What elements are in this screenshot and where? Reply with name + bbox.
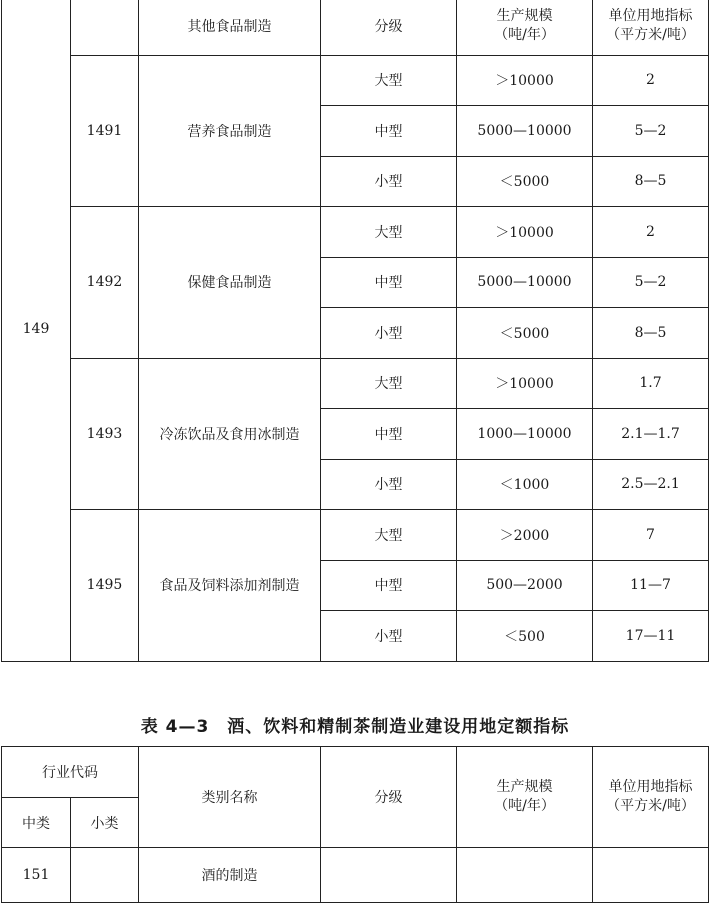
sub-class-header: 小类 — [71, 798, 139, 848]
scale-cell: ＞10000 — [457, 55, 593, 106]
scale-cell: 5000—10000 — [457, 257, 593, 308]
index-cell: 11—7 — [593, 560, 709, 611]
scale-header-line1: 生产规模 — [496, 8, 553, 25]
grade-cell: 大型 — [321, 55, 457, 106]
grade-cell: 大型 — [321, 207, 457, 258]
table-header-row — [2, 747, 709, 798]
grade-header: 分级 — [321, 0, 457, 55]
industry-code-header: 行业代码 — [2, 747, 139, 798]
sub-class-code: 1492 — [71, 207, 139, 359]
index-header — [593, 747, 709, 848]
sub-class-code: 1493 — [71, 358, 139, 510]
index-header-line1: 单位用地指标 — [608, 8, 693, 25]
index-cell: 7 — [593, 510, 709, 561]
category-name: 营养食品制造 — [139, 55, 321, 207]
grade-header: 分级 — [321, 747, 457, 848]
scale-cell: ＜500 — [457, 611, 593, 662]
table-row — [2, 848, 709, 903]
middle-class-code: 149 — [2, 0, 71, 661]
index-cell: 17—11 — [593, 611, 709, 662]
index-header-line1: 单位用地指标 — [608, 779, 693, 795]
index-cell: 1.7 — [593, 358, 709, 409]
index-header-line2: （平方米/吨） — [606, 27, 695, 44]
table-row — [2, 510, 709, 561]
index-header-line2: （平方米/吨） — [606, 798, 695, 814]
scale-cell — [457, 848, 593, 903]
scale-cell: 5000—10000 — [457, 106, 593, 157]
scale-header — [457, 747, 593, 848]
grade-cell: 小型 — [321, 308, 457, 359]
category-name: 酒的制造 — [139, 848, 321, 903]
table-row — [2, 358, 709, 409]
table-row — [2, 55, 709, 106]
index-cell: 8—5 — [593, 156, 709, 207]
category-name: 食品及饲料添加剂制造 — [139, 510, 321, 662]
middle-class-code: 151 — [2, 848, 71, 903]
category-name-header: 类别名称 — [139, 747, 321, 848]
index-cell: 8—5 — [593, 308, 709, 359]
grade-cell: 大型 — [321, 510, 457, 561]
scale-cell: ＜1000 — [457, 459, 593, 510]
category-name: 保健食品制造 — [139, 207, 321, 359]
index-header — [593, 0, 709, 55]
scale-cell: ＜5000 — [457, 308, 593, 359]
sub-class-code — [71, 848, 139, 903]
grade-cell: 大型 — [321, 358, 457, 409]
sub-class-code: 1495 — [71, 510, 139, 662]
index-cell: 2 — [593, 207, 709, 258]
scale-cell: 1000—10000 — [457, 409, 593, 460]
index-cell: 2 — [593, 55, 709, 106]
scale-header-line2: （吨/年） — [494, 27, 555, 44]
category-name: 冷冻饮品及食用冰制造 — [139, 358, 321, 510]
index-cell: 5—2 — [593, 106, 709, 157]
scale-cell: ＞10000 — [457, 358, 593, 409]
grade-cell: 中型 — [321, 106, 457, 157]
food-manufacturing-land-table — [1, 0, 709, 662]
sub-class-code: 1491 — [71, 55, 139, 207]
category-name: 其他食品制造 — [139, 0, 321, 55]
middle-class-header: 中类 — [2, 798, 71, 848]
index-cell: 5—2 — [593, 257, 709, 308]
scale-cell: ＞2000 — [457, 510, 593, 561]
scale-cell: 500—2000 — [457, 560, 593, 611]
sub-class-code — [71, 0, 139, 55]
scale-header — [457, 0, 593, 55]
scale-cell: ＞10000 — [457, 207, 593, 258]
table-row — [2, 0, 709, 55]
grade-cell: 小型 — [321, 459, 457, 510]
grade-cell: 中型 — [321, 409, 457, 460]
beverage-manufacturing-land-table — [1, 746, 709, 903]
grade-cell: 小型 — [321, 611, 457, 662]
grade-cell: 小型 — [321, 156, 457, 207]
index-cell: 2.1—1.7 — [593, 409, 709, 460]
scale-cell: ＜5000 — [457, 156, 593, 207]
grade-cell: 中型 — [321, 257, 457, 308]
scale-header-line2: （吨/年） — [494, 798, 555, 814]
grade-cell: 中型 — [321, 560, 457, 611]
table-row — [2, 207, 709, 258]
index-cell: 2.5—2.1 — [593, 459, 709, 510]
scale-header-line1: 生产规模 — [496, 779, 553, 795]
table-title: 表 4—3 酒、饮料和精制茶制造业建设用地定额指标 — [140, 717, 570, 737]
index-cell — [593, 848, 709, 903]
grade-cell — [321, 848, 457, 903]
